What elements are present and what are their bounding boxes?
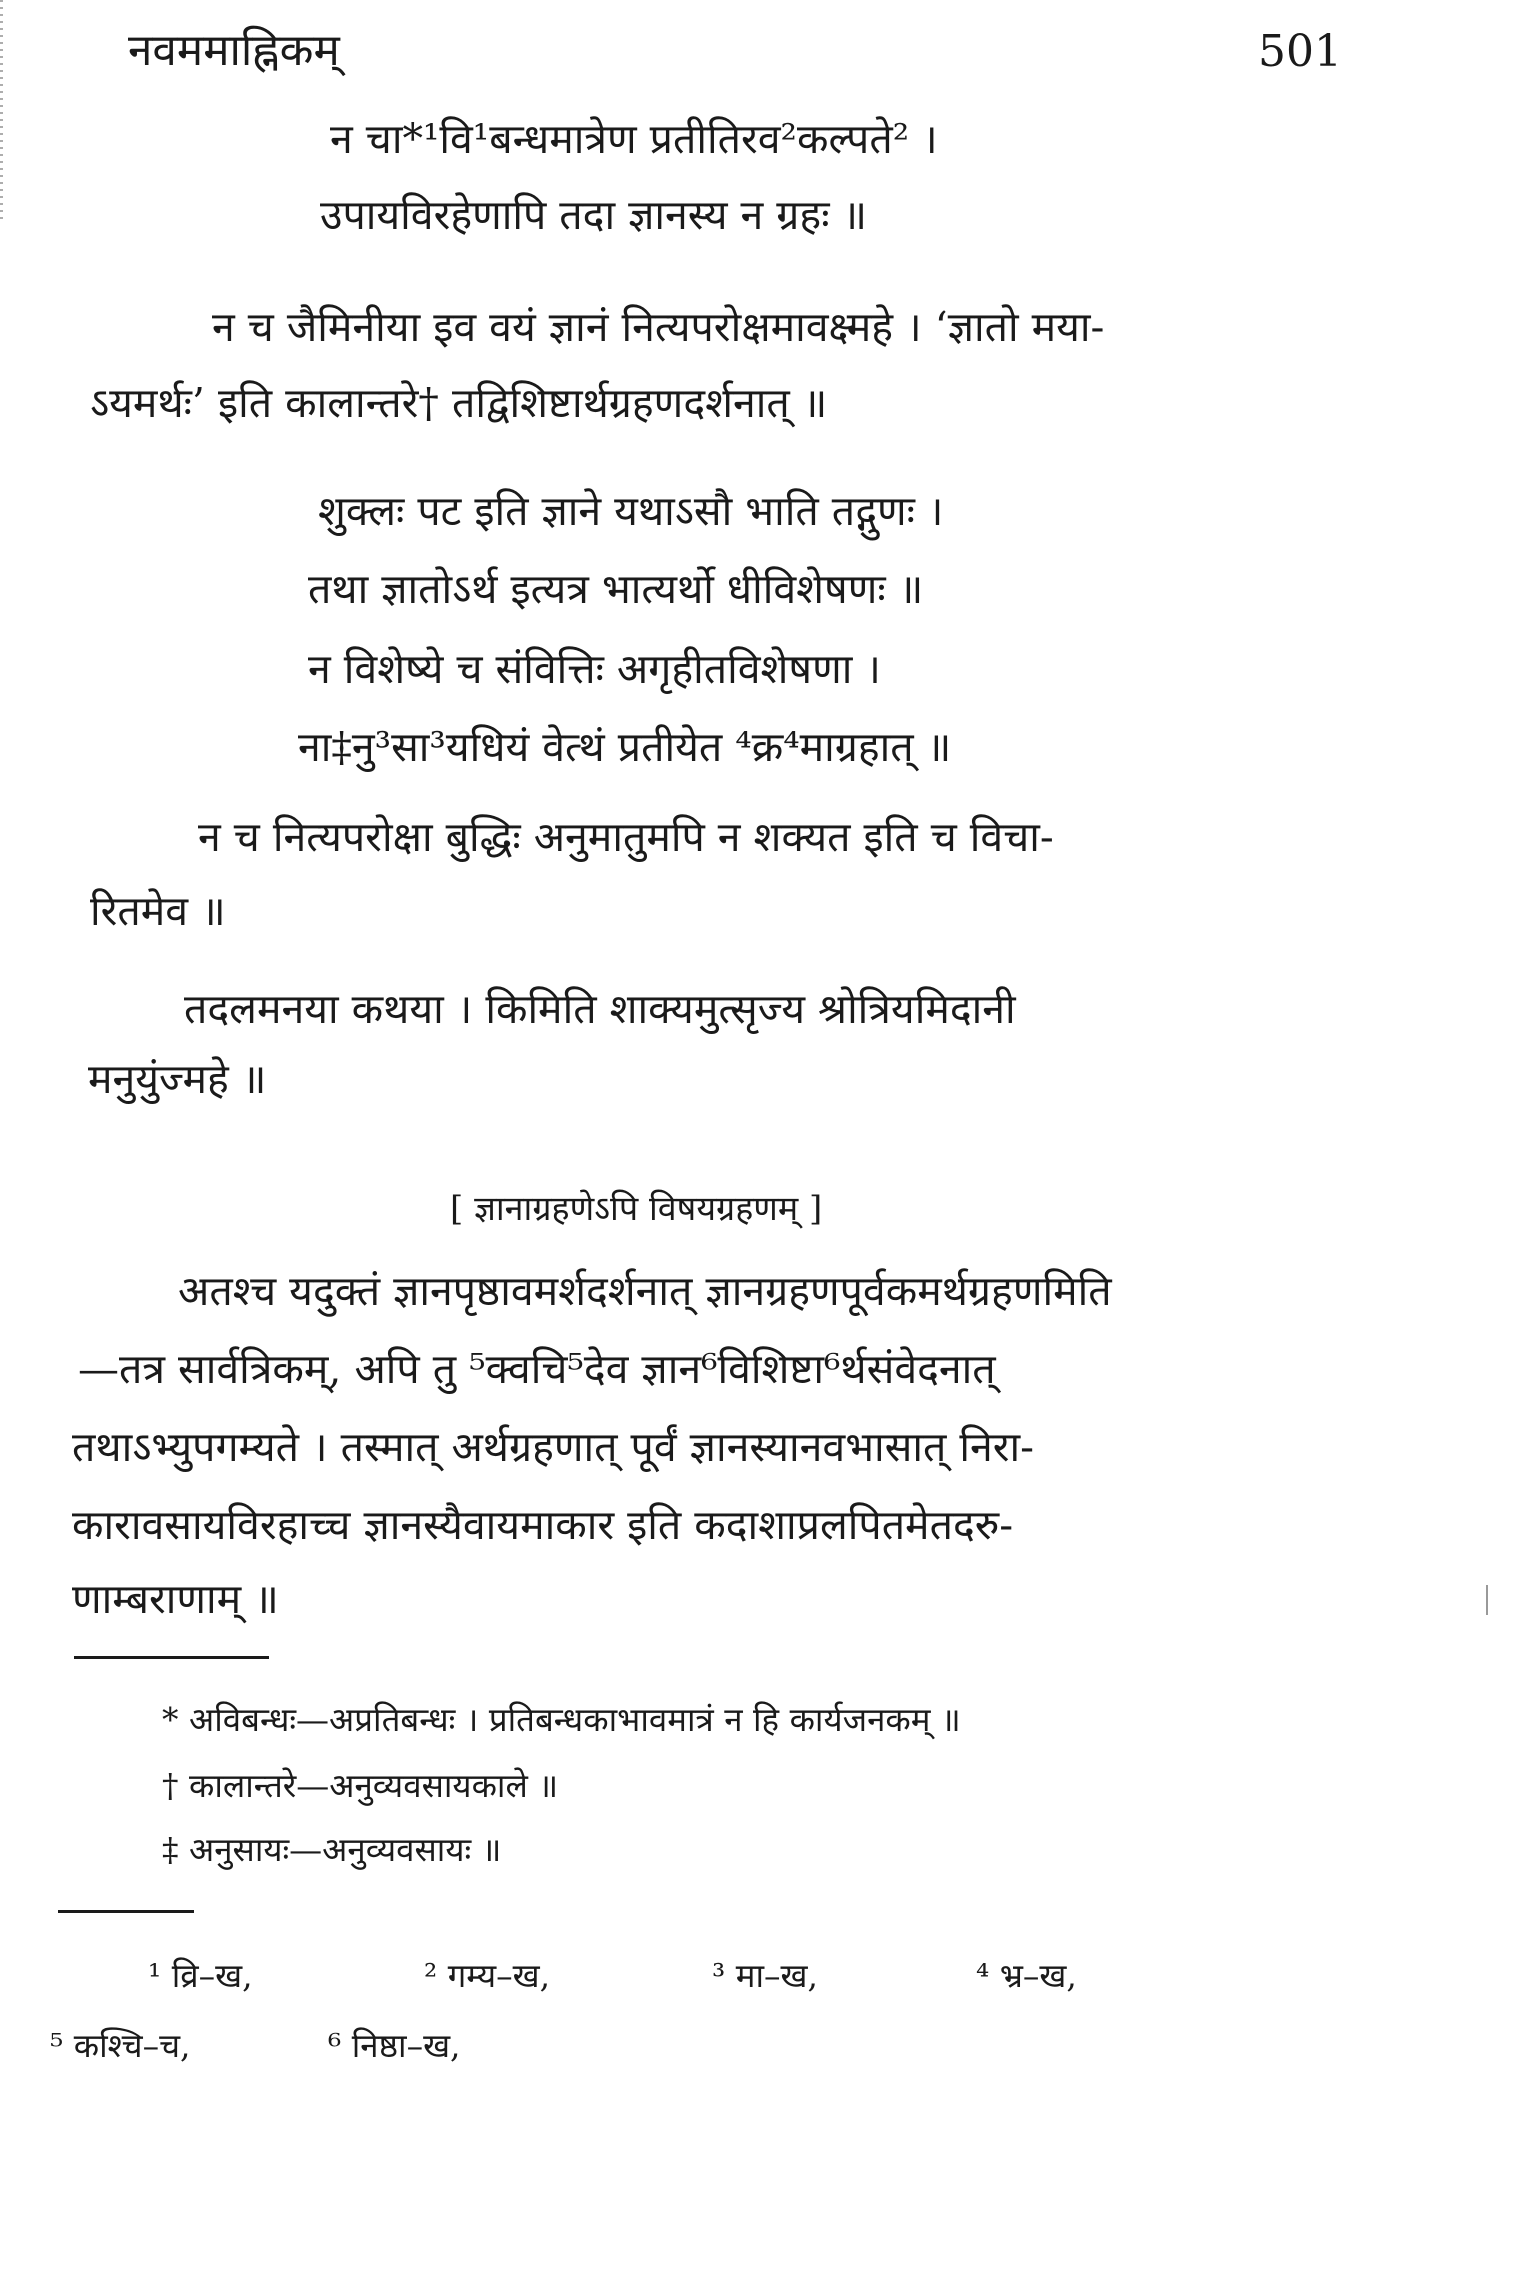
variant-reading: ⁶ निष्ठा–ख, [328,2026,461,2065]
page-number: 501 [1258,26,1342,77]
paragraph-line: रितमेव ॥ [90,887,226,935]
paragraph-line: न च जैमिनीया इव वयं ज्ञानं नित्यपरोक्षमावक्ष्महे । ‘ज्ञातो मया- [212,303,1105,351]
paragraph-line: मनुयुंज्महे ॥ [88,1055,267,1103]
verse-line: न विशेष्ये च संवित्तिः अगृहीतविशेषणा । [308,645,881,693]
variant-reading: ⁵ कश्चि–च, [50,2026,191,2065]
paragraph-line: णाम्बराणाम् ॥ [72,1575,279,1623]
verse-line: तथा ज्ञातोऽर्थ इत्यत्र भात्यर्थो धीविशेषणः ॥ [308,565,924,613]
running-head: नवममाह्निकम् [128,25,340,76]
paragraph-line: अतश्च यदुक्तं ज्ञानपृष्ठावमर्शदर्शनात् ज्ञानग्रहणपूर्वकमर्थग्रहणमिति [178,1267,1112,1315]
scan-mark [1486,1585,1488,1615]
paragraph-line: तथाऽभ्युपगम्यते । तस्मात् अर्थग्रहणात् पूर्वं ज्ञानस्यानवभासात् निरा- [72,1423,1035,1471]
paragraph-line: —तत्र सार्वत्रिकम्, अपि तु ⁵क्वचि⁵देव ज्ञान⁶विशिष्टा⁶र्थसंवेदनात् [78,1345,996,1393]
paragraph-line: ऽयमर्थः’ इति कालान्तरे† तद्विशिष्टार्थग्रहणदर्शनात् ॥ [90,379,828,427]
verse-line: न चा*¹वि¹बन्धमात्रेण प्रतीतिरव²कल्पते² । [330,115,938,163]
scan-edge-specks [0,0,3,220]
verse-line: उपायविरहेणापि तदा ज्ञानस्य न ग्रहः ॥ [320,191,868,239]
commentary-note: * अविबन्धः—अप्रतिबन्धः । प्रतिबन्धकाभावमात्रं न हि कार्यजनकम् ॥ [162,1700,961,1739]
commentary-note: † कालान्तरे—अनुव्यवसायकाले ॥ [162,1766,559,1805]
paragraph-line: तदलमनया कथया । किमिति शाक्यमुत्सृज्य श्रोत्रियमिदानी [184,985,1016,1033]
variant-reading: ⁴ भ्र–ख, [976,1956,1077,1995]
paragraph-line: कारावसायविरहाच्च ज्ञानस्यैवायमाकार इति कदाशाप्रलपितमेतदरु- [72,1501,1014,1549]
variants-separator [58,1910,194,1913]
commentary-note: ‡ अनुसायः—अनुव्यवसायः ॥ [162,1830,502,1869]
variant-reading: ³ मा–ख, [712,1956,818,1995]
variant-reading: ¹ व्रि–ख, [148,1956,253,1995]
variant-reading: ² गम्य–ख, [424,1956,551,1995]
section-heading: [ ज्ञानाग्रहणेऽपि विषयग्रहणम् ] [450,1189,823,1229]
paragraph-line: न च नित्यपरोक्षा बुद्धिः अनुमातुमपि न शक्यत इति च विचा- [198,813,1054,861]
verse-line: शुक्लः पट इति ज्ञाने यथाऽसौ भाति तद्गुणः । [318,487,944,535]
verse-line: ना‡नु³सा³यधियं वेत्थं प्रतीयेत ⁴क्र⁴माग्रहात् ॥ [298,723,952,771]
footnote-separator [74,1656,269,1659]
